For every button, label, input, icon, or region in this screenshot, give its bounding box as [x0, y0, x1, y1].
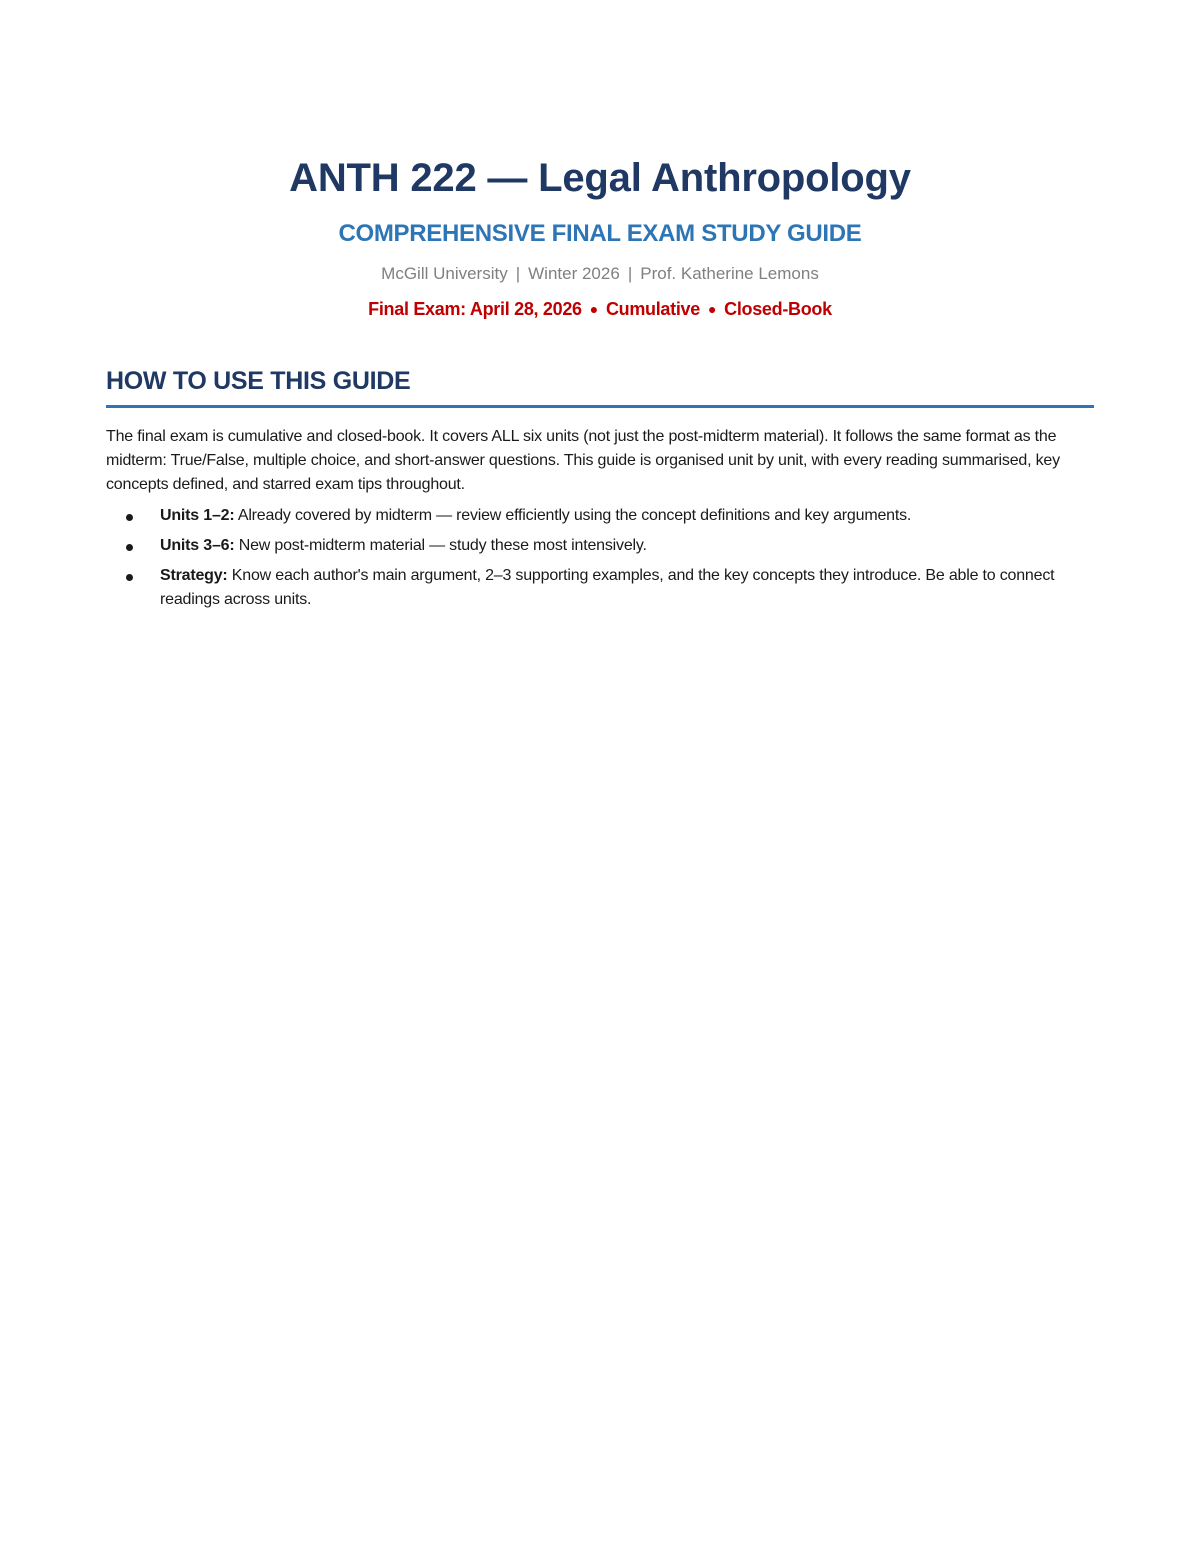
- document-subtitle: COMPREHENSIVE FINAL EXAM STUDY GUIDE: [338, 220, 862, 247]
- document-title: ANTH 222 — Legal Anthropology: [289, 156, 911, 200]
- bullet-icon: [126, 514, 133, 521]
- bullet-dot-icon: ●: [589, 301, 598, 317]
- bullet-label: Strategy:: [160, 567, 228, 584]
- guide-bullet-list: [106, 504, 1094, 618]
- meta-professor: Prof. Katherine Lemons: [640, 264, 819, 283]
- meta-separator: |: [515, 264, 521, 283]
- list-item: [106, 564, 1094, 612]
- exam-date: Final Exam: April 28, 2026: [368, 299, 582, 319]
- list-item: [106, 504, 1094, 528]
- bullet-text: Know each author's main argument, 2–3 supporting examples, and the key concepts they introduce. Be able to connect readings across units.: [160, 567, 1055, 608]
- exam-type: Cumulative: [605, 299, 700, 319]
- bullet-label: Units 3–6:: [160, 537, 235, 554]
- meta-separator: |: [627, 264, 633, 283]
- bullet-text: Already covered by midterm — review efficiently using the concept definitions and key arguments.: [234, 507, 912, 524]
- meta-university: McGill University: [381, 264, 508, 283]
- course-meta: [106, 262, 1094, 286]
- bullet-dot-icon: ●: [707, 301, 717, 317]
- intro-paragraph: The final exam is cumulative and closed-book. It covers ALL six units (not just the post-midterm material). It follows the same format as the midterm: True/False, multiple choice, and short-answer questions. This guide is organised unit by unit, with every reading summarised, key concepts defined, and starred exam tips throughout.: [106, 428, 1060, 493]
- section-divider: [106, 405, 1094, 408]
- section-heading: HOW TO USE THIS GUIDE: [106, 367, 411, 395]
- bullet-icon: [126, 544, 133, 551]
- bullet-icon: [126, 574, 133, 581]
- exam-info: [106, 296, 1094, 323]
- meta-term: Winter 2026: [528, 264, 620, 283]
- bullet-label: Units 1–2:: [160, 507, 235, 524]
- list-item: [106, 534, 1094, 558]
- bullet-text: New post-midterm material — study these most intensively.: [234, 537, 647, 554]
- exam-format: Closed-Book: [724, 299, 832, 319]
